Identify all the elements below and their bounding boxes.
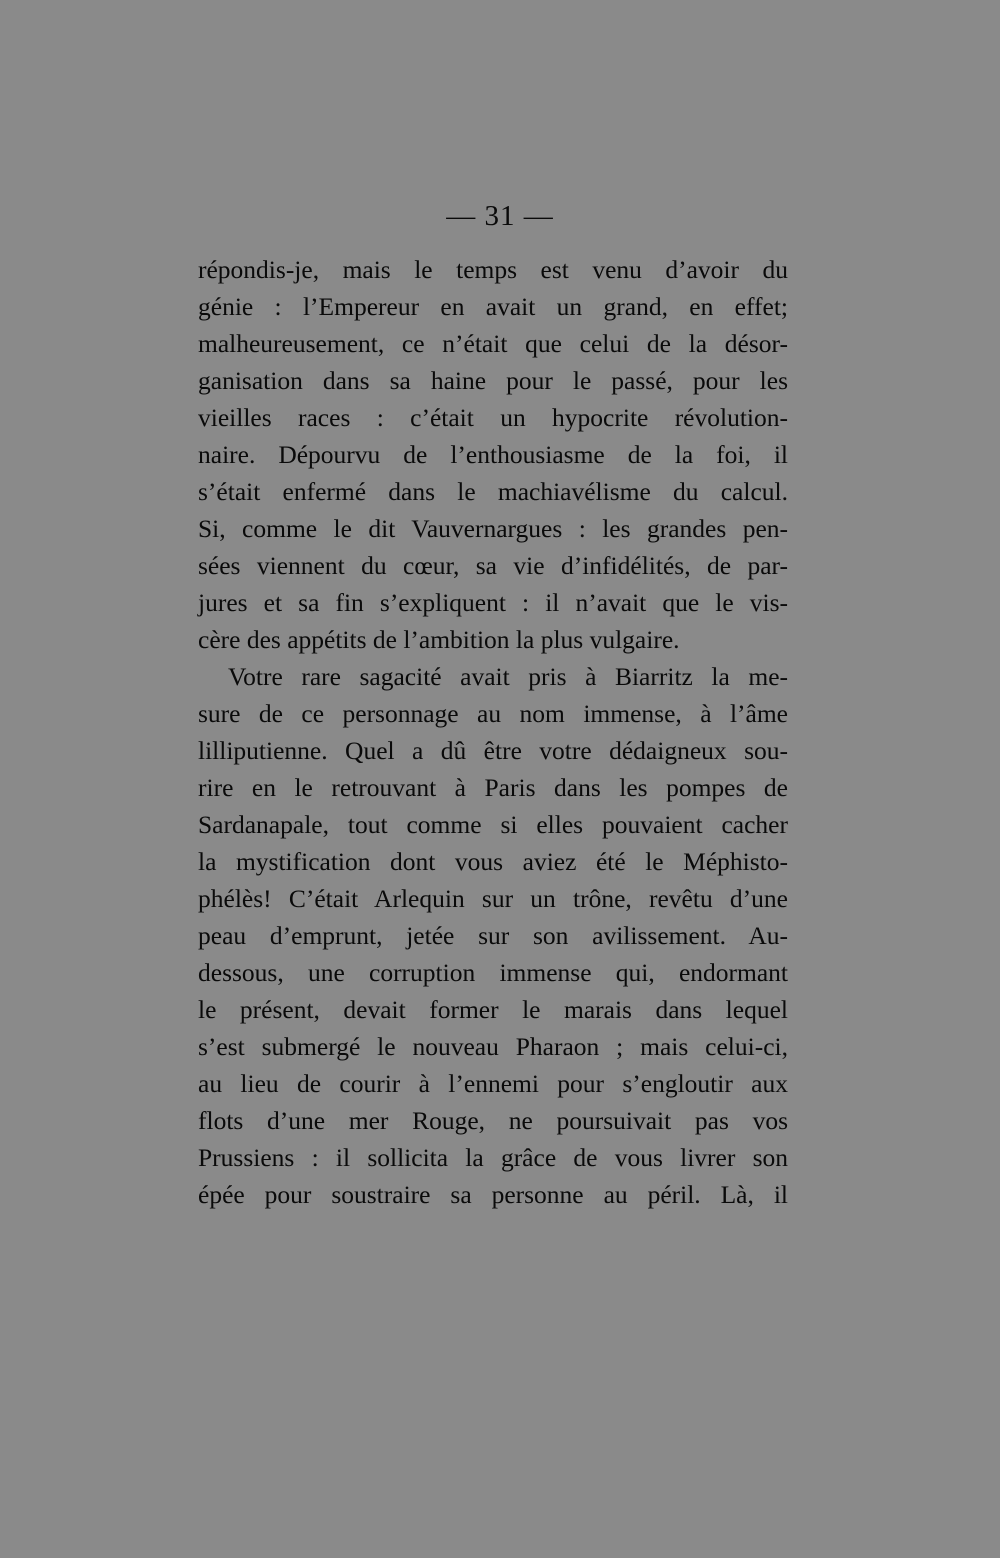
text-line: peau d’emprunt, jetée sur son avilissement. Au-	[198, 921, 788, 950]
text-line: sées viennent du cœur, sa vie d’infidélités, de par-	[198, 551, 788, 580]
paragraph-2	[198, 658, 788, 1213]
text-line: épée pour soustraire sa personne au péril. Là, il	[198, 1180, 788, 1209]
text-line: sure de ce personnage au nom immense, à l’âme	[198, 699, 788, 728]
text-line: répondis-je, mais le temps est venu d’avoir du	[198, 255, 788, 284]
text-line: malheureusement, ce n’était que celui de la désor-	[198, 329, 788, 358]
text-line: cère des appétits de l’ambition la plus vulgaire.	[198, 625, 680, 654]
text-line: flots d’une mer Rouge, ne poursuivait pas vos	[198, 1106, 788, 1135]
paragraph-1	[198, 251, 788, 658]
text-line: Votre rare sagacité avait pris à Biarritz la me-	[228, 662, 788, 691]
text-line: jures et sa fin s’expliquent : il n’avait que le vis-	[198, 588, 788, 617]
text-line: le présent, devait former le marais dans lequel	[198, 995, 788, 1024]
text-line: Prussiens : il sollicita la grâce de vous livrer son	[198, 1143, 788, 1172]
text-line: rire en le retrouvant à Paris dans les pompes de	[198, 773, 788, 802]
text-line: s’est submergé le nouveau Pharaon ; mais celui-ci,	[198, 1032, 788, 1061]
text-line: ganisation dans sa haine pour le passé, pour les	[198, 366, 788, 395]
text-line: dessous, une corruption immense qui, endormant	[198, 958, 788, 987]
text-line: au lieu de courir à l’ennemi pour s’engloutir aux	[198, 1069, 788, 1098]
text-line: phélès! C’était Arlequin sur un trône, revêtu d’une	[198, 884, 788, 913]
text-line: génie : l’Empereur en avait un grand, en effet;	[198, 292, 788, 321]
text-line: naire. Dépourvu de l’enthousiasme de la foi, il	[198, 440, 788, 469]
body-text	[198, 251, 788, 1213]
text-line: vieilles races : c’était un hypocrite révolution-	[198, 403, 788, 432]
text-line: la mystification dont vous aviez été le Méphisto-	[198, 847, 788, 876]
text-line: Si, comme le dit Vauvernargues : les grandes pen-	[198, 514, 788, 543]
text-line: s’était enfermé dans le machiavélisme du calcul.	[198, 477, 788, 506]
text-line: lilliputienne. Quel a dû être votre dédaigneux sou-	[198, 736, 788, 765]
page-number: — 31 —	[446, 200, 554, 232]
text-line: Sardanapale, tout comme si elles pouvaient cacher	[198, 810, 788, 839]
